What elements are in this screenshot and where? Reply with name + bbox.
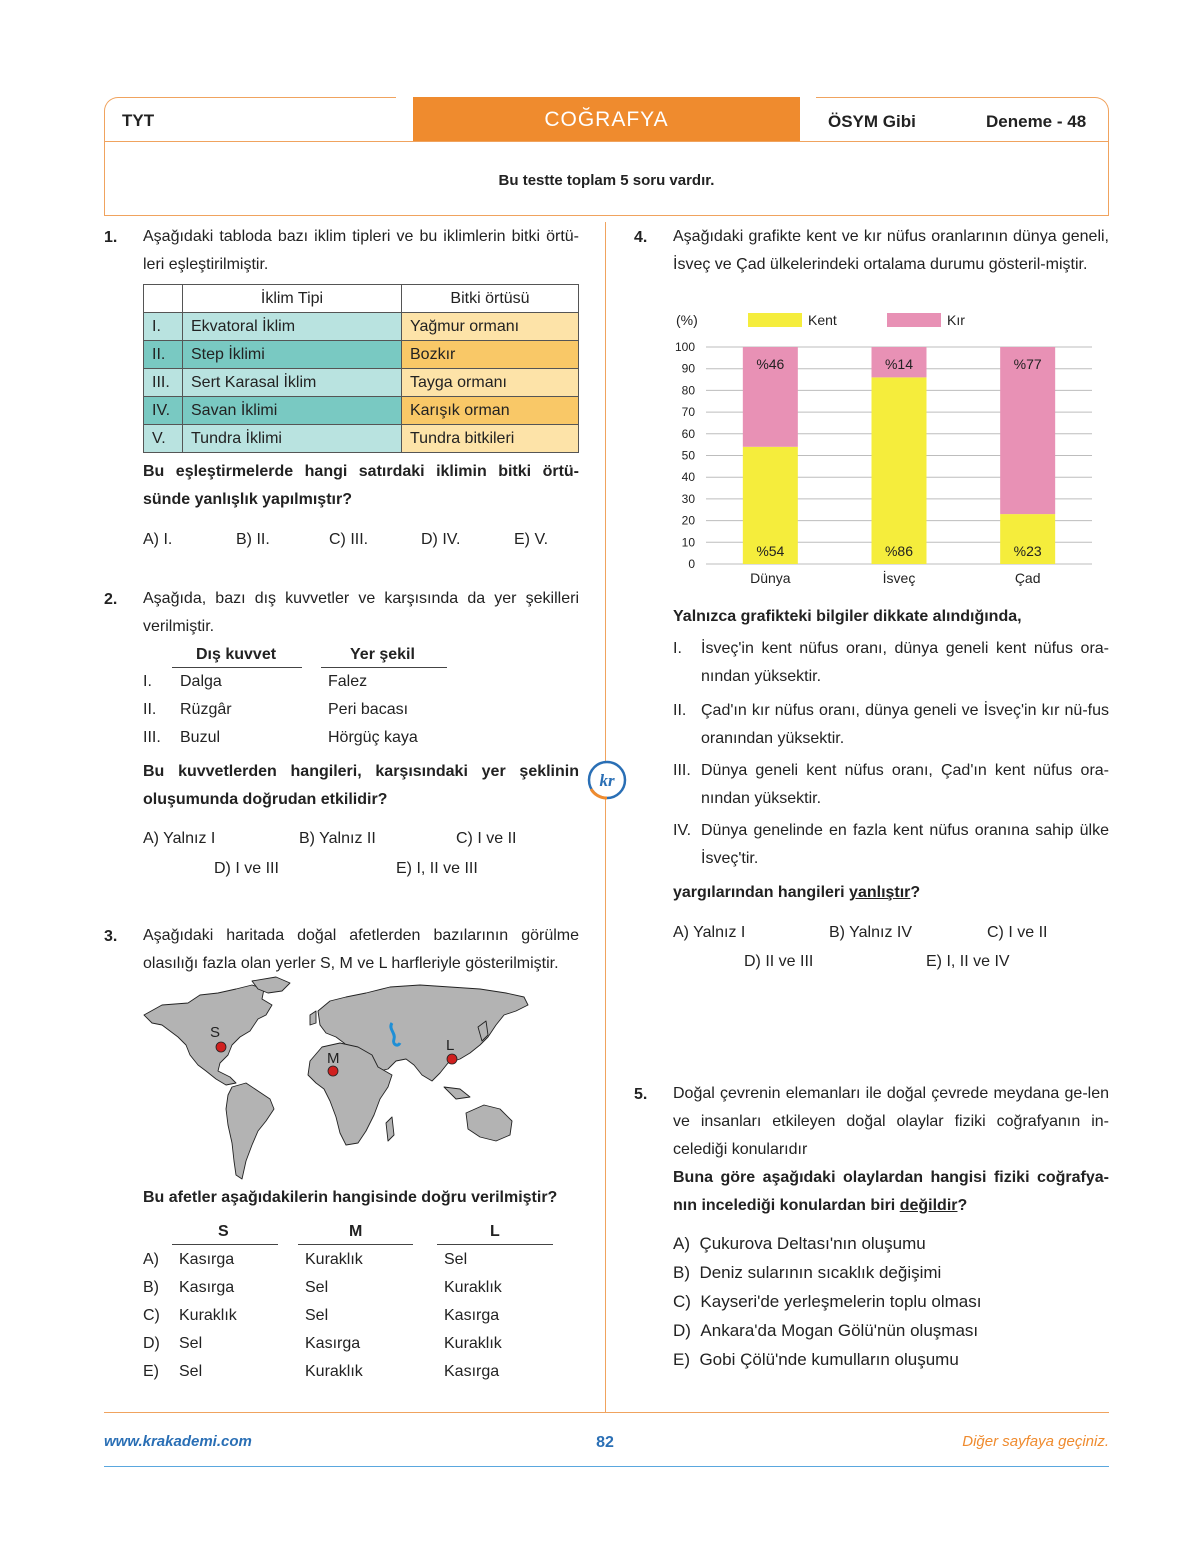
q1-row-climate: Step İklimi (183, 341, 402, 369)
q1-row-num: III. (144, 369, 183, 397)
q4-statement-text: Çad'ın kır nüfus oranı, dünya geneli ve İsveç'in kır nü-fus oranından yüksektir. (701, 702, 1109, 747)
publisher-logo (586, 759, 628, 801)
q4-question-c: ? (910, 884, 921, 901)
q4-statement-text: Dünya genelinde en fazla kent nüfus oranına sahip ülke İsveç'tir. (701, 822, 1109, 867)
north-america-shape (144, 985, 272, 1085)
q2-question: Bu kuvvetlerden hangileri, karşısındaki yer şeklinin oluşumunda doğrudan etkilidir? (143, 763, 579, 808)
q4-question-b: yanlıştır (849, 884, 911, 901)
q5-option-key: C) (673, 1292, 691, 1311)
q5-option-key: A) (673, 1234, 690, 1253)
q4-question (673, 879, 920, 907)
q5-option[interactable] (673, 1345, 981, 1374)
q1-row-climate: Ekvatoral İklim (183, 313, 402, 341)
q2-col-force: Dış kuvvet (196, 646, 277, 663)
q4-option-c[interactable]: C) I ve II (987, 924, 1048, 941)
q1-option-a[interactable]: A) I. (143, 531, 173, 548)
q3-option-key[interactable]: C) (143, 1307, 160, 1324)
q5-option[interactable] (673, 1316, 981, 1345)
q2-row-land: Peri bacası (328, 701, 409, 718)
q3-question: Bu afetler aşağıdakilerin hangisinde doğru verilmiştir? (143, 1189, 558, 1206)
q2-row-force: Buzul (180, 729, 221, 746)
info-text: Bu testte toplam 5 soru vardır. (498, 172, 715, 189)
world-map (140, 975, 535, 1185)
chart-bar-kır (1000, 347, 1055, 514)
q1-row-veg: Karışık orman (402, 397, 579, 425)
chart-ytick-label: 50 (681, 448, 695, 463)
q5-option[interactable] (673, 1258, 981, 1287)
q1-number: 1. (104, 229, 118, 246)
q1-col-climate: İklim Tipi (183, 285, 402, 313)
q4-option-d[interactable]: D) II ve III (744, 953, 814, 970)
exam-label: TYT (122, 111, 155, 130)
q4-statement-num: II. (673, 702, 687, 719)
q4-chart (660, 305, 1110, 590)
q3-option-s: Kuraklık (179, 1307, 237, 1324)
footer-website[interactable]: www.krakademi.com (104, 1433, 252, 1450)
q3-option-s: Sel (179, 1335, 203, 1352)
q1-row-num: IV. (144, 397, 183, 425)
q4-statement-text: Dünya geneli kent nüfus oranı, Çad'ın kent nüfus ora-nından yüksektir. (701, 762, 1109, 807)
chart-ytick-label: 10 (681, 535, 695, 550)
q5-option-key: D) (673, 1321, 691, 1340)
q2-option-e[interactable]: E) I, II ve III (396, 860, 478, 877)
q3-option-key[interactable]: A) (143, 1251, 159, 1268)
q2-option-b[interactable]: B) Yalnız II (299, 830, 376, 847)
q2-number: 2. (104, 591, 118, 608)
q2-text: Aşağıda, bazı dış kuvvetler ve karşısında da yer şekilleri verilmiştir. (143, 590, 579, 635)
q1-option-e[interactable]: E) V. (514, 531, 549, 548)
q5-text: Doğal çevrenin elemanları ile doğal çevrede meydana ge-len ve insanları etkileyen doğal olaylar fiziki coğrafyanın in-celediği konularıdır (673, 1085, 1109, 1158)
q4-statement-num: I. (673, 640, 682, 657)
chart-data-label: %77 (1013, 356, 1042, 372)
q5-question (673, 1164, 1109, 1220)
australia-shape (466, 1105, 512, 1141)
q3-option-key[interactable]: B) (143, 1279, 159, 1296)
indonesia-shape (444, 1087, 470, 1099)
q3-option-m: Sel (305, 1307, 329, 1324)
q5-question-b: değildir (899, 1197, 958, 1214)
q3-option-m: Kuraklık (305, 1251, 363, 1268)
chart-legend-swatch (887, 313, 941, 327)
map-point-s (216, 1042, 226, 1052)
q5-options (673, 1229, 981, 1374)
q3-col-s: S (218, 1223, 229, 1240)
q2-option-a[interactable]: A) Yalnız I (143, 830, 216, 847)
q3-col-l: L (490, 1223, 500, 1240)
chart-category-label: İsveç (882, 570, 916, 586)
chart-category-label: Çad (1014, 570, 1041, 586)
q1-row-num: V. (144, 425, 183, 453)
q3-number: 3. (104, 928, 118, 945)
chart-ytick-label: 40 (681, 470, 695, 485)
q2-row-land: Hörgüç kaya (328, 729, 418, 746)
subject-title: COĞRAFYA (413, 97, 800, 142)
q3-option-l: Kasırga (444, 1307, 500, 1324)
q3-option-s: Kasırga (179, 1279, 235, 1296)
q3-option-l: Kuraklık (444, 1335, 502, 1352)
britain-shape (310, 1011, 316, 1025)
footer-top-line (104, 1412, 1109, 1413)
chart-category-label: Dünya (750, 570, 791, 586)
chart-legend-swatch (748, 313, 802, 327)
chart-data-label: %46 (756, 356, 785, 372)
q4-chart-svg (660, 305, 1110, 590)
q3-option-s: Kasırga (179, 1251, 235, 1268)
chart-data-label: %86 (884, 543, 914, 559)
q3-option-m: Kuraklık (305, 1363, 363, 1380)
q1-row-num: II. (144, 341, 183, 369)
chart-ytick-label: 0 (688, 557, 695, 571)
q1-row-num: I. (144, 313, 183, 341)
chart-ytick-label: 90 (681, 361, 695, 376)
q5-question-a: Buna göre aşağıdaki olaylardan hangisi fiziki coğrafya-nın incelediği konulardan biri (673, 1169, 1109, 1214)
q1-text: Aşağıdaki tabloda bazı iklim tipleri ve bu iklimlerin bitki örtü-leri eşleştirilmiştir. (143, 228, 579, 273)
q1-climate-table (143, 284, 579, 453)
q1-row-climate: Tundra İklimi (183, 425, 402, 453)
map-label-s: S (210, 1024, 221, 1041)
q3-col-m: M (349, 1223, 363, 1240)
page-number: 82 (596, 1434, 614, 1451)
q5-option-text: Ankara'da Mogan Gölü'nün oluşması (700, 1321, 979, 1340)
q5-option-text: Kayseri'de yerleşmelerin toplu olması (700, 1292, 982, 1311)
q5-question-c: ? (957, 1197, 968, 1214)
q2-col-land: Yer şekil (350, 646, 415, 663)
q5-option-text: Gobi Çölü'nde kumulların oluşumu (699, 1350, 959, 1369)
q2-row-num: I. (143, 673, 152, 690)
q2-row-num: II. (143, 701, 157, 718)
q4-number: 4. (634, 229, 648, 246)
chart-ytick-label: 60 (681, 426, 695, 441)
chart-data-label: %14 (884, 356, 914, 372)
q5-option-text: Çukurova Deltası'nın oluşumu (699, 1234, 926, 1253)
footer-next-page: Diğer sayfaya geçiniz. (962, 1433, 1109, 1450)
chart-legend-label: Kent (808, 312, 837, 328)
q4-option-b[interactable]: B) Yalnız IV (829, 924, 912, 941)
chart-ytick-label: 20 (681, 513, 695, 528)
q3-col-m-underline (298, 1244, 413, 1245)
map-label-l: L (446, 1037, 455, 1054)
q3-option-l: Kasırga (444, 1363, 500, 1380)
q1-row-veg: Tayga ormanı (402, 369, 579, 397)
q5-option[interactable] (673, 1229, 981, 1258)
q4-statement-num: III. (673, 762, 691, 779)
q5-option-key: E) (673, 1350, 690, 1369)
map-point-l (447, 1054, 457, 1064)
q1-option-b[interactable]: B) II. (236, 531, 270, 548)
q1-row-climate: Savan İklimi (183, 397, 402, 425)
footer-bottom-line (104, 1466, 1109, 1467)
q1-row-veg: Tundra bitkileri (402, 425, 579, 453)
q2-row-force: Rüzgâr (180, 701, 232, 718)
q1-row-veg: Yağmur ormanı (402, 313, 579, 341)
q1-col-veg: Bitki örtüsü (402, 285, 579, 313)
q3-col-l-underline (437, 1244, 553, 1245)
madagascar-shape (386, 1117, 394, 1141)
chart-ytick-label: 30 (681, 491, 695, 506)
q5-number: 5. (634, 1086, 648, 1103)
column-separator (605, 222, 606, 1412)
q1-row-climate: Sert Karasal İklim (183, 369, 402, 397)
chart-ylabel: (%) (676, 312, 698, 328)
south-america-shape (226, 1083, 274, 1179)
q3-option-key[interactable]: D) (143, 1335, 160, 1352)
q4-option-e[interactable]: E) I, II ve IV (926, 953, 1010, 970)
q4-statement-text: İsveç'in kent nüfus oranı, dünya geneli kent nüfus ora-nından yüksektir. (701, 640, 1109, 685)
q2-row-num: III. (143, 729, 161, 746)
q4-lead: Yalnızca grafikteki bilgiler dikkate alındığında, (673, 608, 1022, 625)
q1-question: Bu eşleştirmelerde hangi satırdaki iklimin bitki örtü-sünde yanlışlık yapılmıştır? (143, 463, 579, 508)
chart-data-label: %54 (756, 543, 785, 559)
q5-option-text: Deniz sularının sıcaklık değişimi (699, 1263, 942, 1282)
chart-ytick-label: 80 (681, 383, 695, 398)
style-label: ÖSYM Gibi (828, 112, 916, 131)
chart-legend-label: Kır (947, 312, 965, 328)
q2-row-force: Dalga (180, 673, 222, 690)
q3-text: Aşağıdaki haritada doğal afetlerden bazılarının görülme olasılığı fazla olan yerler S, M ve L harfleriyle gösterilmiştir. (143, 927, 579, 972)
q3-option-m: Sel (305, 1279, 329, 1296)
test-label: Deneme - 48 (986, 112, 1087, 131)
q1-option-d[interactable]: D) IV. (421, 531, 461, 548)
chart-data-label: %23 (1013, 543, 1042, 559)
q3-option-l: Kuraklık (444, 1279, 502, 1296)
q4-text: Aşağıdaki grafikte kent ve kır nüfus oranlarının dünya geneli, İsveç ve Çad ülkelerindeki ortalama durumu gösteril-miştir. (673, 228, 1109, 273)
q5-option-key: B) (673, 1263, 690, 1282)
q1-row-veg: Bozkır (402, 341, 579, 369)
q3-option-l: Sel (444, 1251, 468, 1268)
chart-bar-kent (872, 377, 927, 564)
chart-ytick-label: 70 (681, 405, 695, 420)
q3-option-s: Sel (179, 1363, 203, 1380)
q1-option-c[interactable]: C) III. (329, 531, 369, 548)
q3-option-m: Kasırga (305, 1335, 361, 1352)
chart-ytick-label: 100 (674, 340, 695, 354)
q5-option[interactable] (673, 1287, 981, 1316)
q2-option-d[interactable]: D) I ve III (214, 860, 279, 877)
q2-option-c[interactable]: C) I ve II (456, 830, 517, 847)
q2-row-land: Falez (328, 673, 368, 690)
q4-option-a[interactable]: A) Yalnız I (673, 924, 746, 941)
q3-option-key[interactable]: E) (143, 1363, 159, 1380)
q3-col-s-underline (172, 1244, 278, 1245)
q4-statement-num: IV. (673, 822, 692, 839)
map-label-m: M (327, 1050, 340, 1067)
map-point-m (328, 1066, 338, 1076)
q4-question-a: yargılarından hangileri (673, 884, 850, 901)
logo-text: kr (599, 771, 615, 790)
